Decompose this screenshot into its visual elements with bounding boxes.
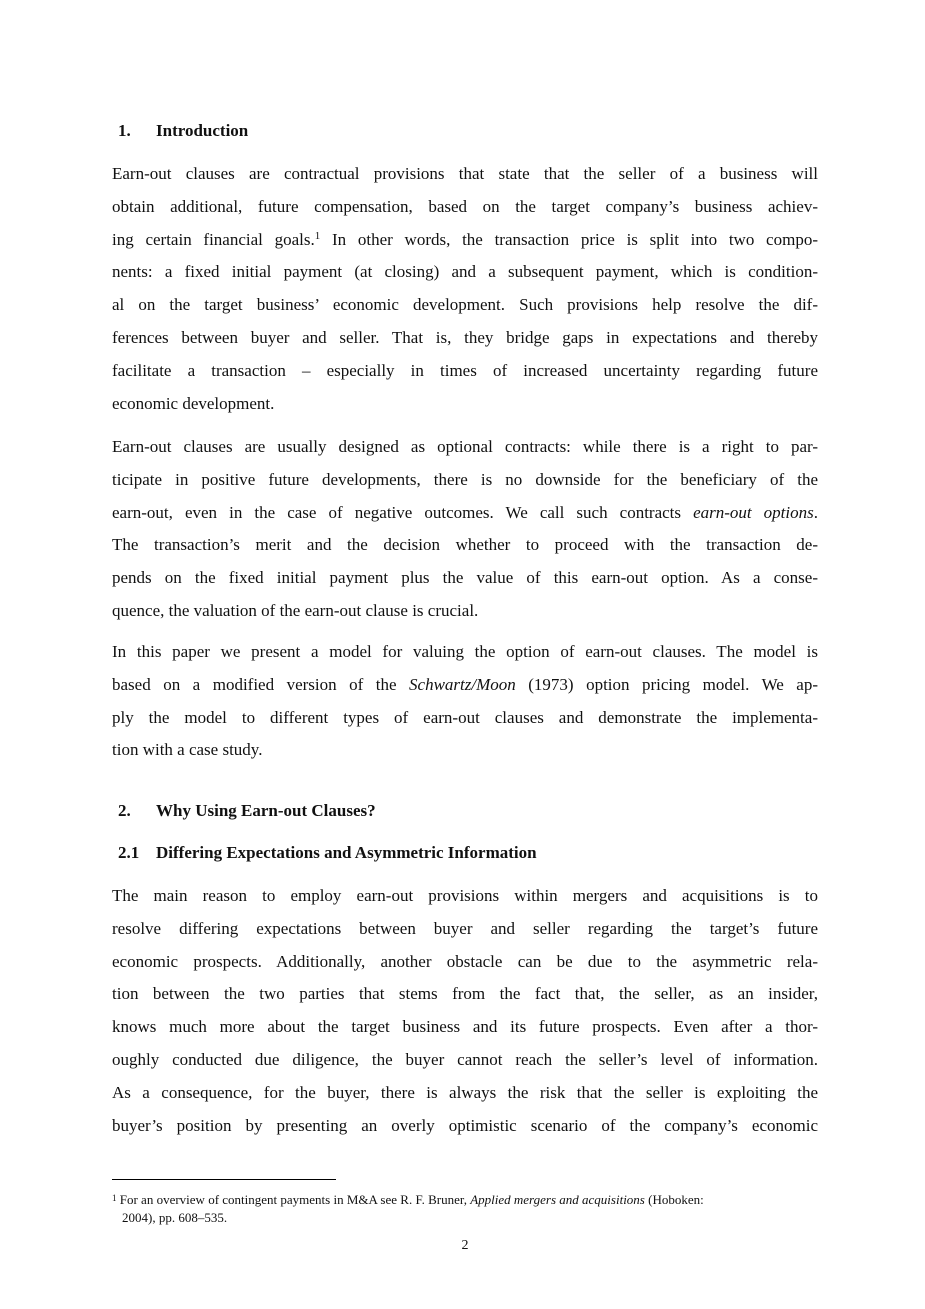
footnote-line: 2004), pp. 608–535. — [122, 1210, 228, 1225]
text-span: based on a modified version of the — [112, 674, 410, 694]
text-line: economic development. — [112, 393, 275, 413]
text-line: Earn-out clauses are usually designed as optional contracts: while there is a right to par- — [112, 437, 818, 456]
section-title: Differing Expectations and Asymmetric Information — [156, 843, 537, 862]
text-line: The transaction’s merit and the decision whether to proceed with the transaction de- — [112, 535, 818, 555]
text-line: ferences between buyer and seller. That is, they bridge gaps in expectations and thereby — [112, 327, 818, 347]
text-line: facilitate a transaction – especially in times of increased uncertainty regarding future — [112, 360, 818, 380]
subsection-heading-differing-expectations — [118, 843, 537, 863]
paragraph-2 — [112, 431, 818, 628]
paragraph-4 — [112, 880, 818, 1142]
section-number: 2. — [118, 801, 131, 820]
text-span: (Hoboken: — [644, 1192, 704, 1207]
text-line: In this paper we present a model for valuing the option of earn-out clauses. The model is — [112, 642, 818, 661]
text-line: ply the model to different types of earn-out clauses and demonstrate the implementa- — [112, 707, 818, 727]
text-line — [112, 669, 818, 702]
section-heading-introduction — [118, 121, 248, 141]
text-line: obtain additional, future compensation, based on the target company’s business achiev- — [112, 196, 818, 216]
footnote-1 — [112, 1189, 818, 1227]
text-span: (1973) option pricing model. We ap- — [515, 674, 818, 694]
text-line: pends on the fixed initial payment plus the value of this earn-out option. As a conse- — [112, 568, 818, 588]
paragraph-3 — [112, 636, 818, 767]
text-line: tion with a case study. — [112, 740, 263, 760]
text-line: Earn-out clauses are contractual provisions that state that the seller of a business will — [112, 164, 818, 183]
text-span: . — [813, 502, 818, 522]
text-line: tion between the two parties that stems from the fact that, the seller, as an insider, — [112, 984, 818, 1004]
text-line: buyer’s position by presenting an overly optimistic scenario of the company’s economic — [112, 1115, 818, 1135]
text-span: earn-out, even in the case of negative outcomes. We call such contracts — [112, 502, 694, 522]
text-line: quence, the valuation of the earn-out clause is crucial. — [112, 600, 479, 620]
footnote-reference[interactable]: 1 — [314, 229, 321, 242]
section-number: 1. — [118, 121, 131, 140]
footnote-line — [112, 1189, 818, 1209]
text-line: The main reason to employ earn-out provisions within mergers and acquisitions is to — [112, 886, 818, 905]
author-citation: Schwartz/Moon — [409, 674, 516, 694]
text-line: oughly conducted due diligence, the buyer cannot reach the seller’s level of information. — [112, 1049, 818, 1069]
section-heading-why-earn-out — [118, 801, 376, 821]
page-number: 2 — [461, 1238, 469, 1253]
text-line — [112, 224, 818, 257]
text-line — [112, 497, 818, 530]
text-line: knows much more about the target business and its future prospects. Even after a thor- — [112, 1017, 818, 1037]
text-line: ticipate in positive future developments, there is no downside for the beneficiary of the — [112, 469, 818, 489]
text-line: resolve differing expectations between buyer and seller regarding the target’s future — [112, 918, 818, 938]
text-span: In other words, the transaction price is split into two compo- — [320, 229, 818, 249]
text-line: economic prospects. Additionally, another obstacle can be due to the asymmetric rela- — [112, 951, 818, 971]
section-number: 2.1 — [118, 843, 140, 862]
section-title: Introduction — [156, 121, 249, 140]
text-span: For an overview of contingent payments in M&A see R. F. Bruner, — [116, 1192, 471, 1207]
footnote-mark: 1 — [112, 1193, 117, 1203]
book-title: Applied mergers and acquisitions — [470, 1192, 645, 1207]
text-line: nents: a fixed initial payment (at closing) and a subsequent payment, which is condition- — [112, 262, 818, 282]
paragraph-1 — [112, 158, 818, 420]
text-line: al on the target business’ economic development. Such provisions help resolve the dif- — [112, 295, 818, 315]
footnote-separator — [112, 1179, 336, 1180]
text-line: As a consequence, for the buyer, there is always the risk that the seller is exploiting the — [112, 1082, 818, 1102]
emphasis-term: earn-out options — [693, 502, 814, 522]
section-title: Why Using Earn-out Clauses? — [156, 801, 376, 820]
text-span: ing certain financial goals. — [112, 229, 315, 249]
